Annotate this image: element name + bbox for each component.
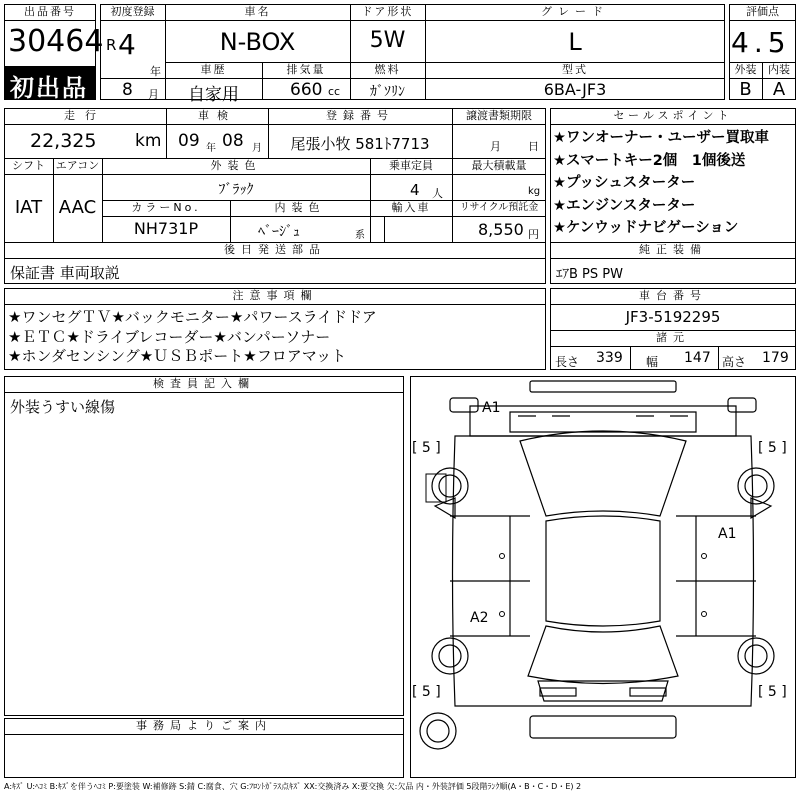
car-name-label: 車名 [244, 5, 271, 18]
chassis-label: 車台番号 [639, 289, 707, 302]
exterior-grade: B [739, 79, 752, 100]
mark-front: A1 [482, 400, 501, 416]
color-no-value: NH731P [133, 219, 199, 238]
lot-number: 30464 [8, 24, 104, 59]
width-label: 幅 [646, 355, 659, 369]
inspector-box [4, 376, 404, 716]
transfer-month-unit: 月 [490, 140, 501, 153]
mileage-label: 走行 [64, 109, 106, 122]
equipment-label: 純正装備 [639, 243, 707, 256]
load-label: 最大積載量 [471, 159, 527, 172]
note-line: ★ワンセグＴＶ★バックモニター★パワースライドドア [8, 308, 377, 326]
first-reg-label: 初度登録 [110, 5, 155, 18]
later-value: 保証書 車両取説 [10, 264, 120, 282]
tire-rear-left: [ 5 ] [412, 684, 441, 700]
displacement-label: 排気量 [286, 63, 326, 76]
fuel-value: ｶﾞｿﾘﾝ [370, 84, 405, 100]
sales-point-item: ★プッシュスターター [553, 175, 696, 191]
first-listing-text: 初出品 [10, 74, 88, 102]
ext-color-value: ﾌﾞﾗｯｸ [218, 182, 254, 198]
model-value: 6BA-JF3 [543, 80, 607, 99]
model-label: 型式 [562, 63, 588, 76]
mileage-value: 22,325 [30, 130, 97, 152]
import-label: 輸入車 [391, 201, 431, 214]
displacement-value: 660 [290, 80, 323, 100]
reg-value: 尾張小牧 581ﾄ7713 [290, 135, 430, 153]
door-value: 5W [369, 28, 406, 53]
later-label: 後日発送部品 [224, 243, 326, 256]
height-value: 179 [762, 350, 789, 366]
width-value: 147 [684, 350, 711, 366]
grade-label: グレード [541, 5, 609, 18]
car-diagram [410, 376, 796, 778]
ac-label: エアコン [55, 159, 100, 172]
shift-value: IAT [14, 197, 43, 218]
recycle-label: リサイクル預託金 [459, 202, 539, 213]
inspector-label: 検査員記入欄 [153, 377, 255, 390]
recycle-value: 8,550 [478, 220, 524, 239]
capacity-label: 乗車定員 [389, 159, 433, 172]
score-value: 4.5 [731, 26, 791, 59]
year-unit: 年 [150, 65, 161, 78]
sales-point-item: ★スマートキー2個 1個後送 [553, 152, 746, 169]
color-no-label: カラーNo. [131, 201, 201, 214]
notes-label: 注意事項欄 [232, 289, 318, 302]
interior-grade: A [772, 79, 786, 100]
inspection-label: 車検 [198, 109, 236, 122]
month-unit: 月 [148, 88, 159, 101]
sales-list [553, 127, 769, 240]
mileage-unit: km [135, 131, 162, 151]
year-value: 4 [118, 28, 136, 61]
mark-left-side: A2 [470, 610, 489, 626]
reg-label: 登録番号 [326, 109, 394, 122]
interior-label: 内装 [768, 63, 790, 76]
inspection-month-unit: 月 [252, 143, 262, 154]
transfer-day-unit: 日 [528, 140, 539, 153]
shift-label: シフト [12, 159, 45, 172]
inspection-year: 09 [178, 131, 200, 151]
int-color-suffix: 系 [355, 230, 365, 241]
tire-front-left: [ 5 ] [412, 440, 441, 456]
grade-value: L [568, 28, 582, 56]
chassis-value: JF3-5192295 [625, 308, 721, 326]
fuel-label: 燃料 [374, 63, 401, 76]
mark-right-side: A1 [718, 526, 737, 542]
dims-label: 諸元 [656, 331, 690, 344]
ext-color-label: 外装色 [210, 159, 262, 172]
sales-point-item: ★ケンウッドナビゲーション [553, 220, 739, 236]
height-label: 高さ [722, 355, 747, 369]
era: R [106, 36, 117, 54]
recycle-unit: 円 [528, 228, 539, 241]
office-label: 事務局よりご案内 [136, 719, 272, 732]
int-color-label: 内装色 [274, 201, 326, 214]
notes-list [8, 308, 377, 367]
history-value: 自家用 [188, 85, 239, 105]
lot-label: 出品番号 [24, 5, 76, 18]
length-value: 339 [596, 350, 623, 366]
month-value: 8 [122, 80, 133, 100]
inspection-year-unit: 年 [206, 143, 216, 154]
ac-value: AAC [58, 197, 97, 218]
capacity-value: 4 [410, 181, 420, 199]
length-label: 長さ [555, 355, 580, 369]
transfer-label: 譲渡書類期限 [466, 109, 532, 122]
note-line: ★ＥＴＣ★ドライブレコーダー★バンパーソナー [8, 327, 331, 346]
car-name: N-BOX [219, 28, 296, 56]
exterior-label: 外装 [734, 63, 757, 76]
legend: A:ｷｽﾞ U:ﾍｺﾐ B:ｷｽﾞを伴うﾍｺﾐ P:要塗装 W:補修跡 S:錆 C:腐食、穴 G:ﾌﾛﾝﾄｶﾞﾗｽ点ｷｽﾞ XX:交換済み X:要交換 欠:欠品 内・外装評価 5段階ﾗﾝｸ順(A・B・C・D・E) 2 [4, 782, 582, 791]
sales-point-item: ★エンジンスターター [553, 197, 696, 214]
note-line: ★ホンダセンシング★ＵＳＢポート★フロアマット [8, 347, 347, 365]
equipment-value: ｴｱB PS PW [556, 267, 623, 282]
int-color-value: ﾍﾞｰｼﾞｭ [258, 224, 300, 240]
inspector-comment: 外装うすい線傷 [10, 398, 116, 416]
load-unit: kg [528, 186, 541, 197]
inspection-month: 08 [222, 131, 244, 151]
tire-front-right: [ 5 ] [758, 440, 787, 456]
tire-rear-right: [ 5 ] [758, 684, 787, 700]
displacement-unit: cc [328, 85, 341, 98]
door-label: ドア形状 [361, 5, 414, 18]
sales-point-item: ★ワンオーナー・ユーザー買取車 [553, 130, 769, 146]
history-label: 車歴 [200, 63, 227, 76]
capacity-unit: 人 [432, 187, 443, 200]
sales-label: セールスポイント [613, 109, 733, 122]
score-label: 評価点 [746, 5, 779, 18]
